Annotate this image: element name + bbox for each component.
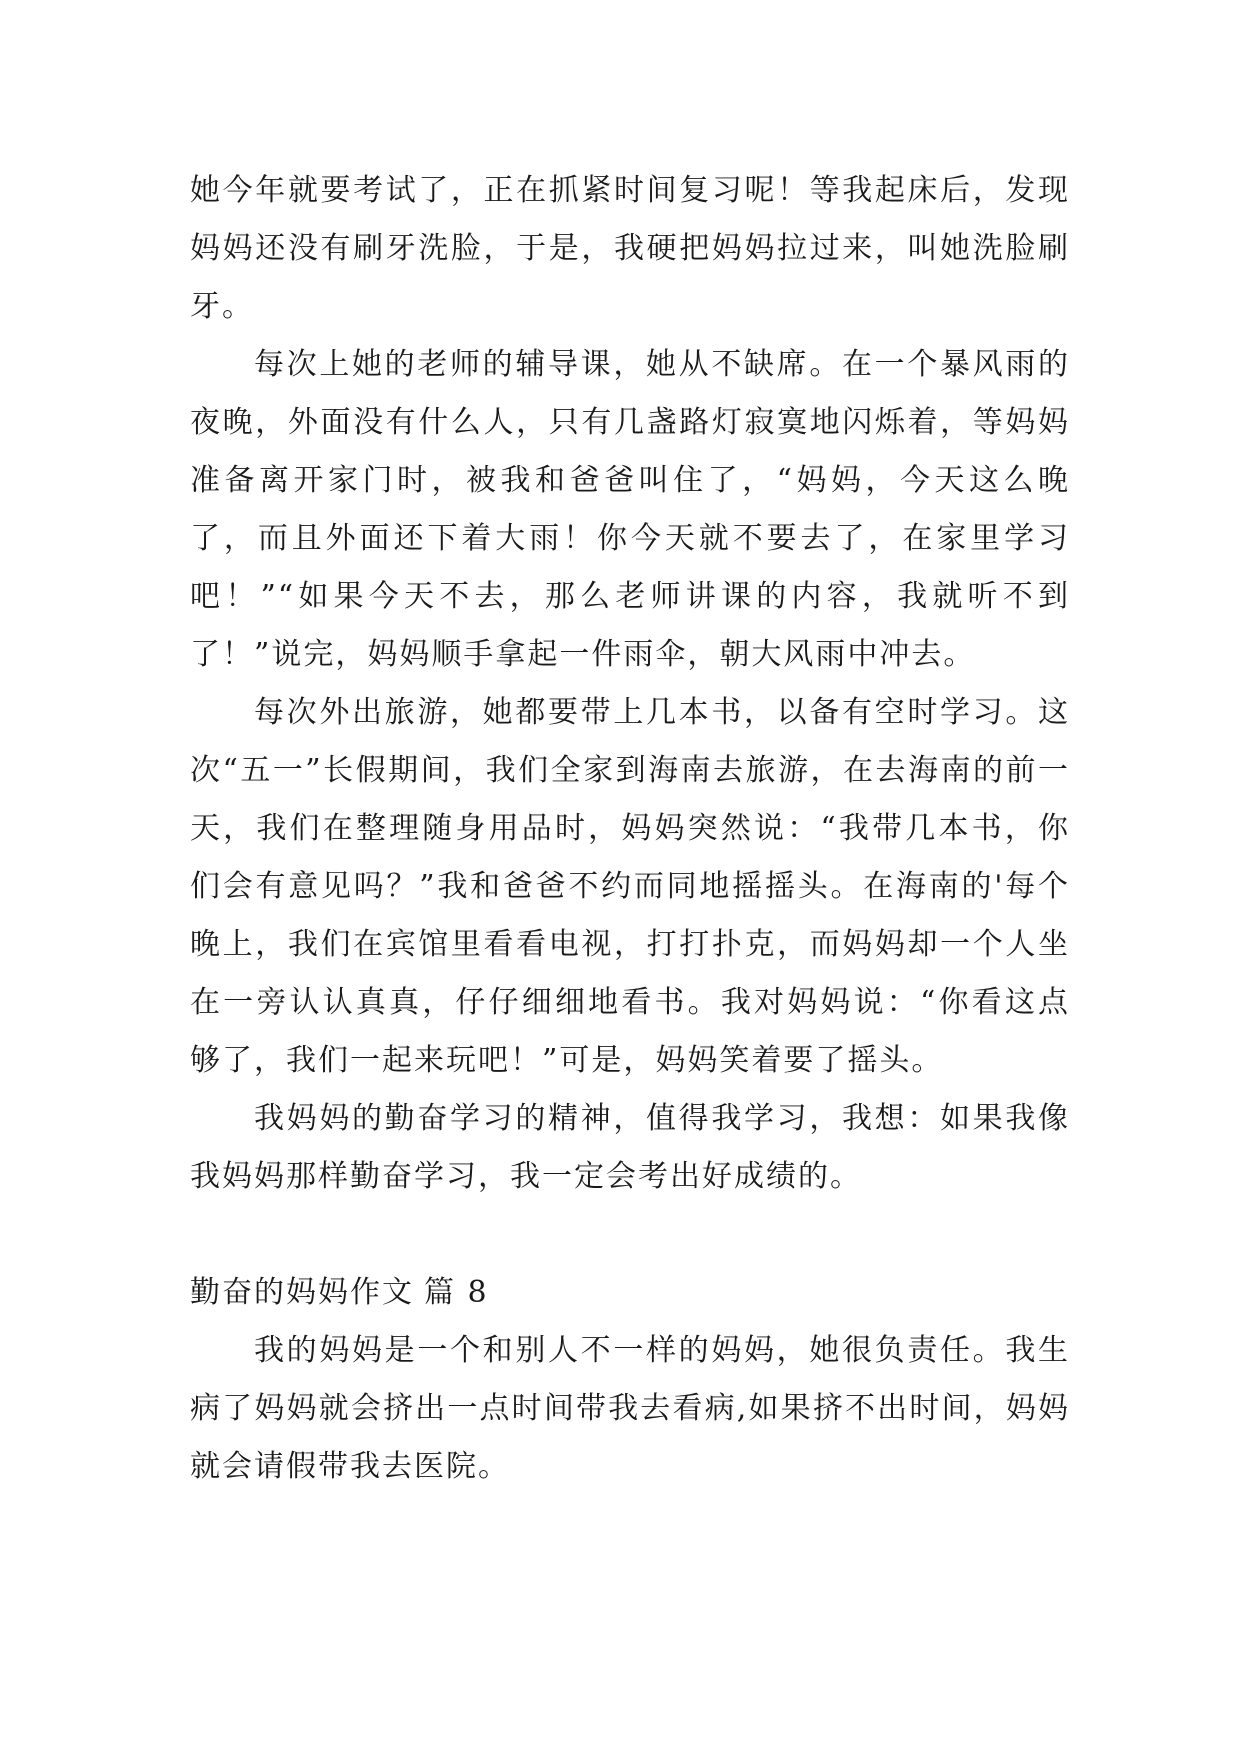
section-heading-number: 篇 8 [424, 1275, 489, 1310]
section-heading [190, 1264, 1070, 1322]
document-body [190, 162, 1070, 1496]
paragraph-3: 每次外出旅游，她都要带上几本书，以备有空时学习。这次“五一”长假期间，我们全家到海南去旅游，在去海南的前一天，我们在整理随身用品时，妈妈突然说：“我带几本书，你们会有意见吗？”我和爸爸不约而同地摇摇头。在海南的'每个晚上，我们在宾馆里看看电视，打打扑克，而妈妈却一个人坐在一旁认认真真，仔仔细细地看书。我对妈妈说：“你看这点够了，我们一起来玩吧！”可是，妈妈笑着要了摇头。 [190, 695, 1070, 1078]
paragraph-4: 我妈妈的勤奋学习的精神，值得我学习，我想：如果我像我妈妈那样勤奋学习，我一定会考出好成绩的。 [190, 1101, 1070, 1194]
paragraph-2: 每次上她的老师的辅导课，她从不缺席。在一个暴风雨的夜晚，外面没有什么人，只有几盏路灯寂寞地闪烁着，等妈妈准备离开家门时，被我和爸爸叫住了，“妈妈，今天这么晚了，而且外面还下着大雨！你今天就不要去了，在家里学习吧！”“如果今天不去，那么老师讲课的内容，我就听不到了！”说完，妈妈顺手拿起一件雨伞，朝大风雨中冲去。 [190, 347, 1070, 672]
section-heading-title: 勤奋的妈妈作文 [190, 1275, 414, 1310]
paragraph-5: 我的妈妈是一个和别人不一样的妈妈，她很负责任。我生病了妈妈就会挤出一点时间带我去看病,如果挤不出时间，妈妈就会请假带我去医院。 [190, 1333, 1070, 1484]
paragraph-1: 她今年就要考试了，正在抓紧时间复习呢！等我起床后，发现妈妈还没有刷牙洗脸，于是，我硬把妈妈拉过来，叫她洗脸刷牙。 [190, 173, 1070, 324]
